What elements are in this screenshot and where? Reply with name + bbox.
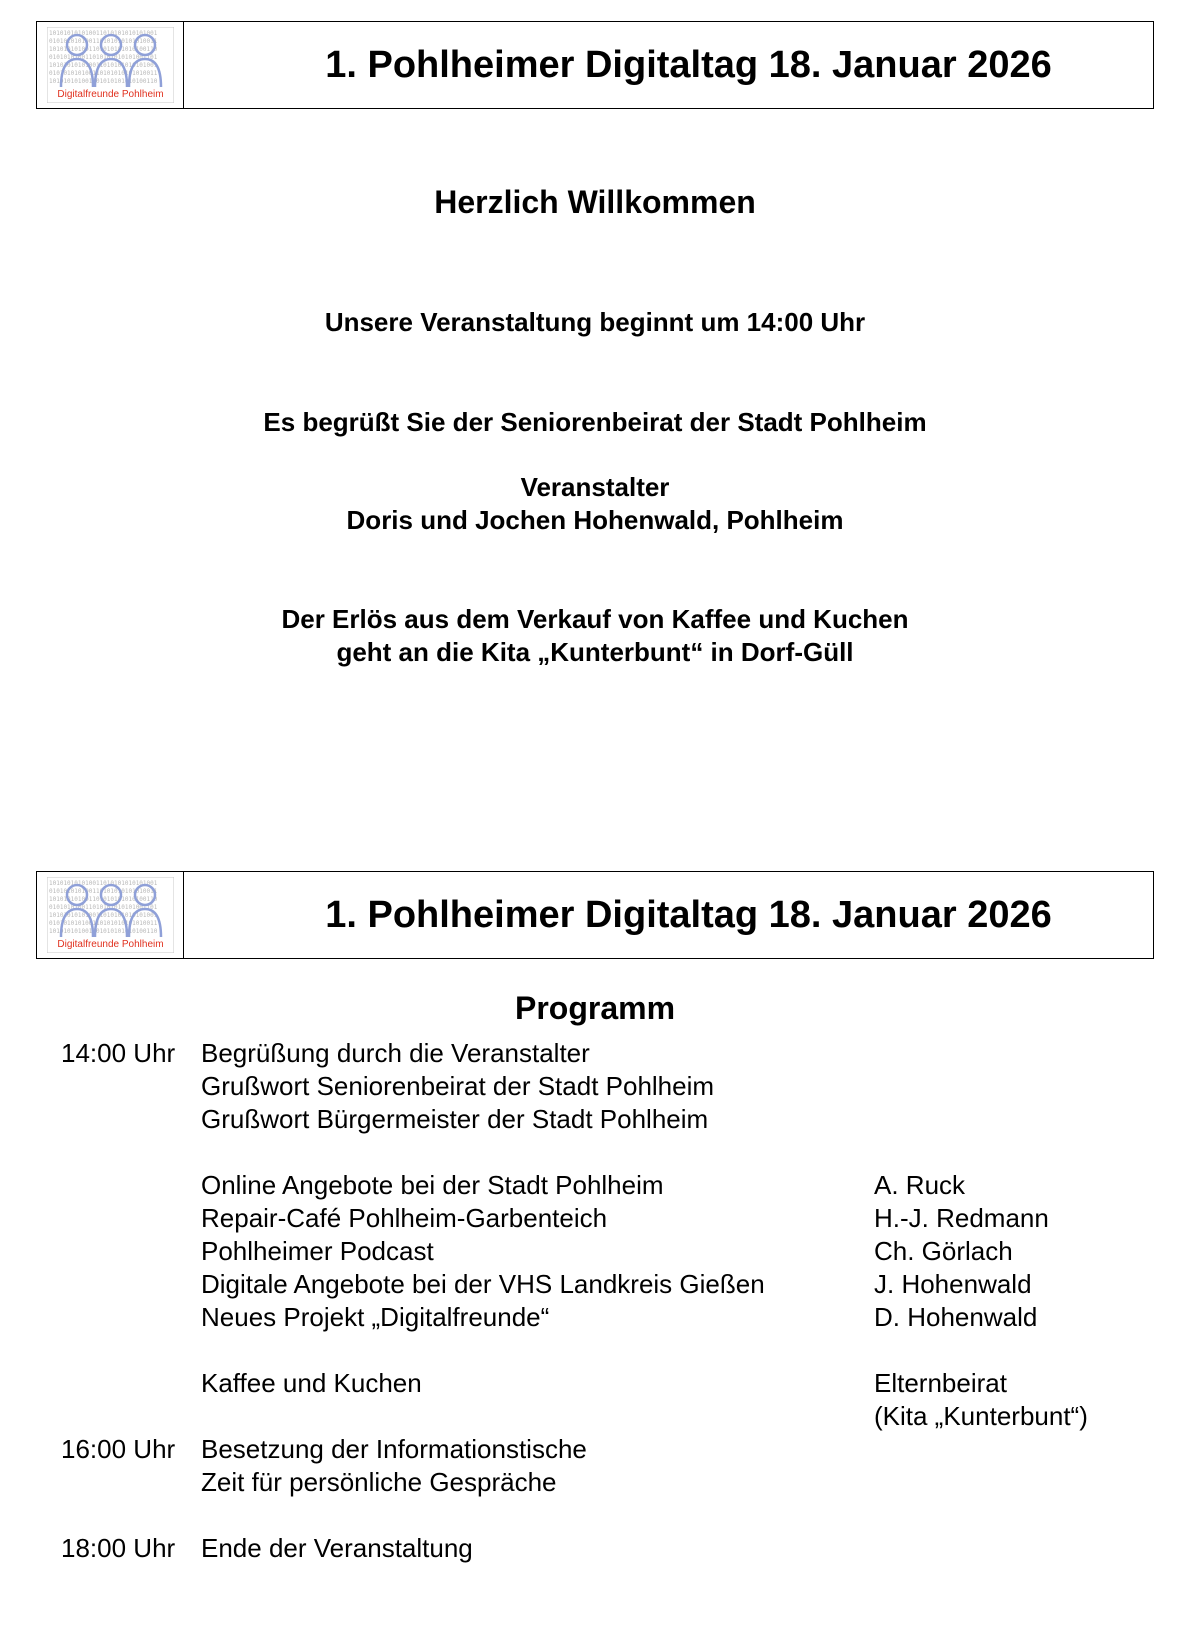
program-time: 14:00 Uhr	[61, 1038, 176, 1068]
page-header-1	[36, 21, 1154, 109]
program-item: Neues Projekt „Digitalfreunde“	[201, 1302, 550, 1332]
program-speaker: J. Hohenwald	[874, 1269, 1032, 1299]
program-speaker: (Kita „Kunterbunt“)	[874, 1401, 1088, 1431]
program-item: Digitale Angebote bei der VHS Landkreis Gießen	[201, 1269, 765, 1299]
program-item: Ende der Veranstaltung	[201, 1533, 473, 1563]
program-heading: Programm	[514, 990, 676, 1026]
svg-text:101010101001101010101010100110: 101010101001101010101010100110	[49, 928, 158, 935]
logo-caption: Digitalfreunde Pohlheim	[57, 939, 164, 950]
program-item: Kaffee und Kuchen	[201, 1368, 422, 1398]
logo-caption: Digitalfreunde Pohlheim	[57, 89, 164, 100]
svg-text:101010101001101010101010100110: 101010101001101010101010100110	[49, 78, 158, 85]
svg-text:010101010100110101010101010011: 010101010100110101010101010011	[49, 70, 158, 77]
organizer-label: Veranstalter	[520, 472, 670, 502]
svg-text:101010101010011010101010101001: 101010101010011010101010101001	[49, 912, 158, 919]
program-time: 18:00 Uhr	[61, 1533, 176, 1563]
program-item: Begrüßung durch die Veranstalter	[201, 1038, 590, 1068]
welcome-heading: Herzlich Willkommen	[434, 184, 756, 220]
program-speaker: H.-J. Redmann	[874, 1203, 1049, 1233]
svg-text:010101010011010101010101001101: 010101010011010101010101001101	[49, 54, 158, 61]
program-speaker: A. Ruck	[874, 1170, 966, 1200]
logo-cell	[37, 872, 184, 958]
program-time: 16:00 Uhr	[61, 1434, 176, 1464]
svg-text:101010101010011010101010101001: 101010101010011010101010101001	[49, 62, 158, 69]
program-speaker: Elternbeirat	[874, 1368, 1007, 1398]
svg-text:010101010100110101010101010011: 010101010100110101010101010011	[49, 920, 158, 927]
program-item: Online Angebote bei der Stadt Pohlheim	[201, 1170, 664, 1200]
digitalfreunde-logo	[47, 877, 174, 953]
program-item: Besetzung der Informationstische	[201, 1434, 587, 1464]
proceeds-line-1: Der Erlös aus dem Verkauf von Kaffee und Kuchen	[281, 604, 909, 634]
svg-text:101010101010011010101010101001: 101010101010011010101010101001	[49, 30, 158, 37]
program-speaker: Ch. Görlach	[874, 1236, 1013, 1266]
start-time-text: Unsere Veranstaltung beginnt um 14:00 Uhr	[324, 307, 866, 337]
proceeds-line-2: geht an die Kita „Kunterbunt“ in Dorf-Güll	[336, 637, 854, 667]
logo-cell	[37, 22, 184, 108]
greeting-text: Es begrüßt Sie der Seniorenbeirat der Stadt Pohlheim	[263, 407, 927, 437]
program-item: Repair-Café Pohlheim-Garbenteich	[201, 1203, 608, 1233]
svg-text:010101010100110101010101010011: 010101010100110101010101010011	[49, 38, 158, 45]
program-item: Grußwort Bürgermeister der Stadt Pohlheim	[201, 1104, 709, 1134]
organizer-names: Doris und Jochen Hohenwald, Pohlheim	[346, 505, 844, 535]
svg-text:101010101001101010101010100110: 101010101001101010101010100110	[49, 896, 158, 903]
digitalfreunde-logo	[47, 27, 174, 103]
program-speaker: D. Hohenwald	[874, 1302, 1038, 1332]
svg-text:010101010011010101010101001101: 010101010011010101010101001101	[49, 904, 158, 911]
svg-text:101010101010011010101010101001: 101010101010011010101010101001	[49, 880, 158, 887]
page-header-2	[36, 871, 1154, 959]
program-item: Zeit für persönliche Gespräche	[201, 1467, 557, 1497]
svg-text:101010101001101010101010100110: 101010101001101010101010100110	[49, 46, 158, 53]
program-item: Grußwort Seniorenbeirat der Stadt Pohlheim	[201, 1071, 715, 1101]
program-item: Pohlheimer Podcast	[201, 1236, 434, 1266]
svg-text:010101010100110101010101010011: 010101010100110101010101010011	[49, 888, 158, 895]
header-title: 1. Pohlheimer Digitaltag 18. Januar 2026	[325, 893, 1052, 936]
header-title: 1. Pohlheimer Digitaltag 18. Januar 2026	[325, 43, 1052, 86]
